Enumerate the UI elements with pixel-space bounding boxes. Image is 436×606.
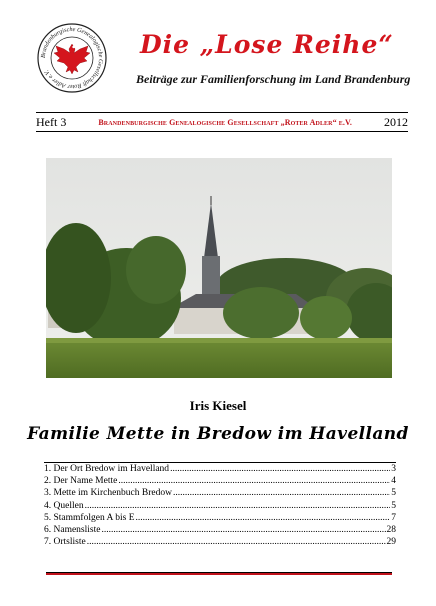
issue-number: Heft 3 <box>36 114 67 129</box>
seal-text: Brandenburgische Genealogische Gesellschaft Roter Adler e.V. <box>39 25 105 91</box>
toc-item[interactable] <box>44 512 396 524</box>
toc-item-page: 3 <box>391 464 396 474</box>
toc-item-label: 2. Der Name Mette <box>44 476 118 487</box>
toc-item-page: 29 <box>386 537 396 548</box>
article-author: Iris Kiesel <box>189 398 247 413</box>
table-of-contents <box>44 462 396 548</box>
toc-item-label: 1. Der Ort Bredow im Havelland <box>44 464 170 474</box>
toc-dot-leader <box>87 536 386 548</box>
toc-item-label: 5. Stammfolgen A bis E <box>44 512 135 523</box>
toc-item-page: 5 <box>391 488 396 499</box>
toc-dot-leader <box>170 463 390 475</box>
toc-item[interactable] <box>44 536 396 548</box>
toc-item[interactable] <box>44 475 396 487</box>
toc-dot-leader <box>101 524 385 536</box>
footer-color-bar <box>46 572 392 576</box>
magazine-title: Die „Lose Reihe“ <box>140 30 394 59</box>
toc-item-page: 28 <box>386 525 396 536</box>
toc-item[interactable] <box>44 500 396 512</box>
toc-item-label: 3. Mette im Kirchenbuch Bredow <box>44 488 172 499</box>
toc-item[interactable] <box>44 463 396 475</box>
article-title: Familie Mette in Bredow im Havelland <box>27 424 409 444</box>
toc-dot-leader <box>85 500 391 512</box>
cover-photo <box>46 158 392 378</box>
toc-item-page: 5 <box>391 500 396 511</box>
footer-stripe-red <box>46 573 392 574</box>
toc-item-label: 6. Namensliste <box>44 525 101 536</box>
toc-dot-leader <box>118 475 390 487</box>
toc-item-page: 4 <box>391 476 396 487</box>
header-rule-top <box>36 112 408 113</box>
toc-dot-leader <box>173 487 390 499</box>
toc-dot-leader <box>136 512 391 524</box>
magazine-subtitle: Beiträge zur Familienforschung im Land Brandenburg <box>136 72 411 86</box>
toc-item[interactable] <box>44 524 396 536</box>
issue-info-bar <box>36 114 408 130</box>
toc-item[interactable] <box>44 487 396 499</box>
toc-item-page: 7 <box>391 512 396 523</box>
toc-item-label: 7. Ortsliste <box>44 537 86 548</box>
toc-item-label: 4. Quellen <box>44 500 84 511</box>
society-name: Brandenburgische Genealogische Gesellschaft „Roter Adler“ e.V. <box>98 117 352 127</box>
issue-year: 2012 <box>383 114 408 129</box>
society-seal-logo <box>36 22 108 94</box>
header-rule-bottom <box>36 131 408 132</box>
